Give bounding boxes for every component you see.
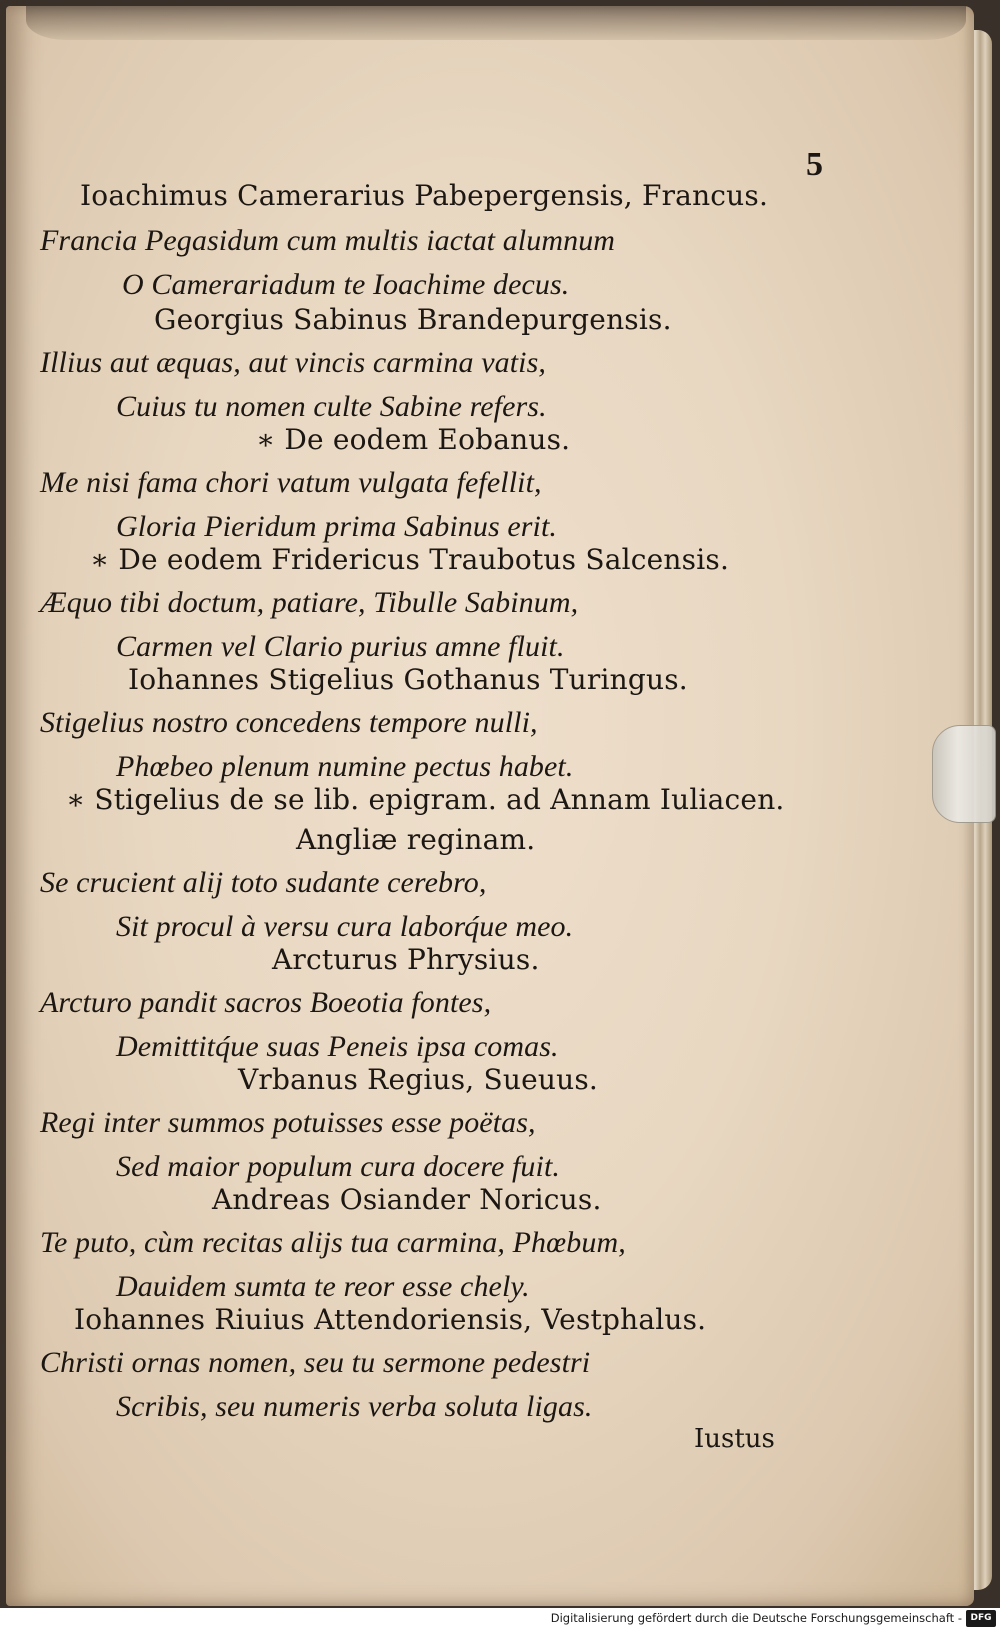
- text-line: Illius aut æquas, aut vincis carmina vatis,: [40, 346, 546, 379]
- text-line: Vrbanus Regius, Sueuus.: [238, 1063, 599, 1096]
- text-line: Demittitq́ue suas Peneis ipsa comas.: [116, 1030, 559, 1063]
- text-line: ∗ De eodem Eobanus.: [256, 423, 571, 456]
- bookmark-tab: [932, 725, 996, 823]
- text-line: Æquo tibi doctum, patiare, Tibulle Sabinum,: [40, 586, 579, 619]
- text-line: Phœbeo plenum numine pectus habet.: [116, 750, 574, 783]
- dfg-logo-icon: DFG: [966, 1610, 996, 1627]
- text-line: Ioachimus Camerarius Pabepergensis, Francus.: [80, 179, 769, 212]
- text-line: Sit procul à versu cura laborq́ue meo.: [116, 910, 574, 943]
- text-line: Stigelius nostro concedens tempore nulli,: [40, 706, 538, 739]
- digitization-footer: [0, 1608, 1000, 1631]
- text-line: Iohannes Riuius Attendoriensis, Vestphalus.: [74, 1303, 707, 1336]
- text-line: Scribis, seu numeris verba soluta ligas.: [116, 1390, 593, 1423]
- text-line: Iohannes Stigelius Gothanus Turingus.: [128, 663, 688, 696]
- footer-credit-text: Digitalisierung gefördert durch die Deutsche Forschungsgemeinschaft -: [550, 1611, 962, 1625]
- catchword: Iustus: [694, 1424, 775, 1454]
- text-line: Angliæ reginam.: [296, 823, 536, 856]
- text-line: Arcturus Phrysius.: [272, 943, 540, 976]
- text-line: Se crucient alij toto sudante cerebro,: [40, 866, 487, 899]
- text-line: Te puto, cùm recitas alijs tua carmina, Phœbum,: [40, 1226, 626, 1259]
- text-line: Christi ornas nomen, seu tu sermone pedestri: [40, 1346, 591, 1379]
- book-page: [6, 6, 974, 1606]
- text-line: Arcturo pandit sacros Boeotia fontes,: [40, 986, 492, 1019]
- text-line: ∗ De eodem Fridericus Traubotus Salcensis.: [90, 543, 730, 576]
- text-line: Andreas Osiander Noricus.: [212, 1183, 602, 1216]
- text-line: Francia Pegasidum cum multis iactat alumnum: [40, 224, 616, 257]
- page-number: 5: [806, 146, 823, 183]
- text-line: Carmen vel Clario purius amne fluit.: [116, 630, 565, 663]
- text-line: Sed maior populum cura docere fuit.: [116, 1150, 560, 1183]
- text-line: Georgius Sabinus Brandepurgensis.: [154, 303, 672, 336]
- page-top-shadow: [26, 6, 966, 40]
- text-line: Regi inter summos potuisses esse poëtas,: [40, 1106, 536, 1139]
- text-line: Cuius tu nomen culte Sabine refers.: [116, 390, 547, 423]
- text-line: Me nisi fama chori vatum vulgata fefellit,: [40, 466, 542, 499]
- text-line: ∗ Stigelius de se lib. epigram. ad Annam Iuliacen.: [66, 783, 785, 816]
- text-line: O Camerariadum te Ioachime decus.: [122, 268, 570, 301]
- text-line: Dauidem sumta te reor esse chely.: [116, 1270, 530, 1303]
- text-line: Gloria Pieridum prima Sabinus erit.: [116, 510, 558, 543]
